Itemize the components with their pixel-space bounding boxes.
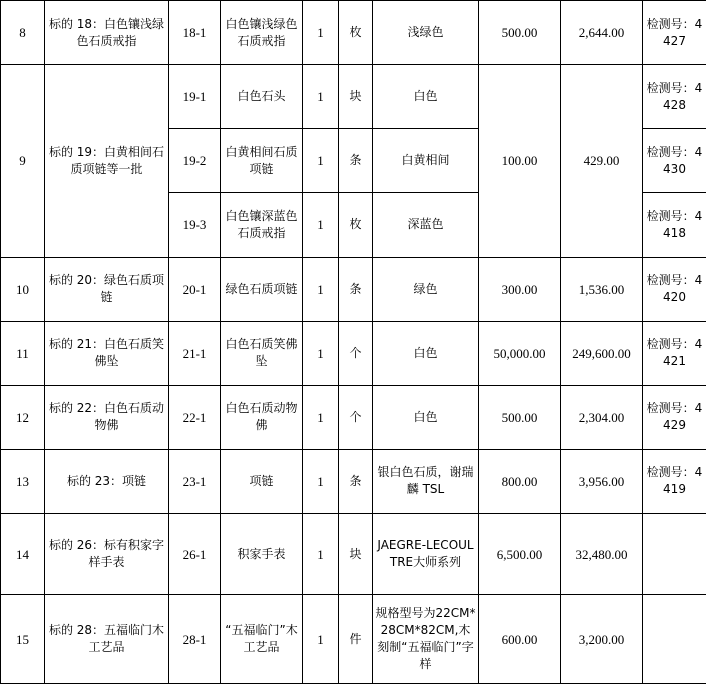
detection-number: 检测号：4419 — [643, 449, 706, 513]
item-code: 21-1 — [169, 321, 221, 385]
lot-title: 标的 21：白色石质笑佛坠 — [45, 321, 169, 385]
row-number: 8 — [1, 1, 45, 65]
table-row — [1, 321, 706, 385]
item-quantity: 1 — [303, 595, 339, 684]
total-price: 3,200.00 — [561, 595, 643, 684]
item-quantity: 1 — [303, 449, 339, 513]
table-row — [1, 385, 706, 449]
row-number: 14 — [1, 514, 45, 595]
row-number: 10 — [1, 257, 45, 321]
table-row — [1, 257, 706, 321]
unit-price: 600.00 — [479, 595, 561, 684]
unit-price: 500.00 — [479, 385, 561, 449]
item-code: 22-1 — [169, 385, 221, 449]
detection-number: 检测号：4430 — [643, 129, 706, 193]
lot-title: 标的 19：白黄相间石质项链等一批 — [45, 65, 169, 257]
item-unit: 枚 — [339, 1, 373, 65]
item-description: 白色 — [373, 385, 479, 449]
item-description: 白黄相间 — [373, 129, 479, 193]
item-quantity: 1 — [303, 1, 339, 65]
lot-title: 标的 28：五福临门木工艺品 — [45, 595, 169, 684]
item-unit: 条 — [339, 129, 373, 193]
item-quantity: 1 — [303, 321, 339, 385]
item-description: JAEGRE-LECOULTRE大师系列 — [373, 514, 479, 595]
table-row — [1, 65, 706, 129]
item-description: 银白色石质，谢瑞麟 TSL — [373, 449, 479, 513]
unit-price: 500.00 — [479, 1, 561, 65]
item-quantity: 1 — [303, 65, 339, 129]
item-code: 19-2 — [169, 129, 221, 193]
item-quantity: 1 — [303, 129, 339, 193]
row-number: 11 — [1, 321, 45, 385]
item-quantity: 1 — [303, 514, 339, 595]
item-code: 19-3 — [169, 193, 221, 257]
lot-title: 标的 23：项链 — [45, 449, 169, 513]
item-unit: 条 — [339, 449, 373, 513]
item-description: 浅绿色 — [373, 1, 479, 65]
item-name: 项链 — [221, 449, 303, 513]
item-name: 白色石质笑佛坠 — [221, 321, 303, 385]
table-row — [1, 1, 706, 65]
item-description: 绿色 — [373, 257, 479, 321]
total-price: 249,600.00 — [561, 321, 643, 385]
item-code: 26-1 — [169, 514, 221, 595]
item-unit: 件 — [339, 595, 373, 684]
row-number: 13 — [1, 449, 45, 513]
item-description: 白色 — [373, 321, 479, 385]
item-unit: 块 — [339, 514, 373, 595]
detection-number — [643, 514, 706, 595]
unit-price: 800.00 — [479, 449, 561, 513]
item-quantity: 1 — [303, 257, 339, 321]
row-number: 15 — [1, 595, 45, 684]
item-name: “五福临门”木工艺品 — [221, 595, 303, 684]
item-name: 积家手表 — [221, 514, 303, 595]
total-price: 2,644.00 — [561, 1, 643, 65]
item-code: 28-1 — [169, 595, 221, 684]
item-unit: 枚 — [339, 193, 373, 257]
item-name: 白色石头 — [221, 65, 303, 129]
total-price: 32,480.00 — [561, 514, 643, 595]
item-unit: 个 — [339, 321, 373, 385]
item-unit: 块 — [339, 65, 373, 129]
item-description: 深蓝色 — [373, 193, 479, 257]
total-price: 1,536.00 — [561, 257, 643, 321]
item-name: 绿色石质项链 — [221, 257, 303, 321]
item-description: 白色 — [373, 65, 479, 129]
detection-number: 检测号：4418 — [643, 193, 706, 257]
item-code: 18-1 — [169, 1, 221, 65]
detection-number: 检测号：4428 — [643, 65, 706, 129]
item-name: 白色镶浅绿色石质戒指 — [221, 1, 303, 65]
table-row — [1, 514, 706, 595]
lot-title: 标的 26：标有积家字样手表 — [45, 514, 169, 595]
detection-number — [643, 595, 706, 684]
item-quantity: 1 — [303, 193, 339, 257]
unit-price: 6,500.00 — [479, 514, 561, 595]
unit-price: 300.00 — [479, 257, 561, 321]
unit-price: 100.00 — [479, 65, 561, 257]
item-code: 20-1 — [169, 257, 221, 321]
detection-number: 检测号：4427 — [643, 1, 706, 65]
item-unit: 个 — [339, 385, 373, 449]
item-quantity: 1 — [303, 385, 339, 449]
lot-title: 标的 18：白色镶浅绿色石质戒指 — [45, 1, 169, 65]
unit-price: 50,000.00 — [479, 321, 561, 385]
item-code: 23-1 — [169, 449, 221, 513]
detection-number: 检测号：4420 — [643, 257, 706, 321]
row-number: 9 — [1, 65, 45, 257]
table-row — [1, 595, 706, 684]
table-row — [1, 449, 706, 513]
lot-title: 标的 20：绿色石质项链 — [45, 257, 169, 321]
lot-title: 标的 22：白色石质动物佛 — [45, 385, 169, 449]
item-description: 规格型号为22CM*28CM*82CM,木刻制“五福临门”字样 — [373, 595, 479, 684]
total-price: 3,956.00 — [561, 449, 643, 513]
total-price: 2,304.00 — [561, 385, 643, 449]
item-unit: 条 — [339, 257, 373, 321]
total-price: 429.00 — [561, 65, 643, 257]
item-name: 白色石质动物佛 — [221, 385, 303, 449]
item-name: 白黄相间石质项链 — [221, 129, 303, 193]
item-code: 19-1 — [169, 65, 221, 129]
item-name: 白色镶深蓝色石质戒指 — [221, 193, 303, 257]
detection-number: 检测号：4429 — [643, 385, 706, 449]
detection-number: 检测号：4421 — [643, 321, 706, 385]
row-number: 12 — [1, 385, 45, 449]
